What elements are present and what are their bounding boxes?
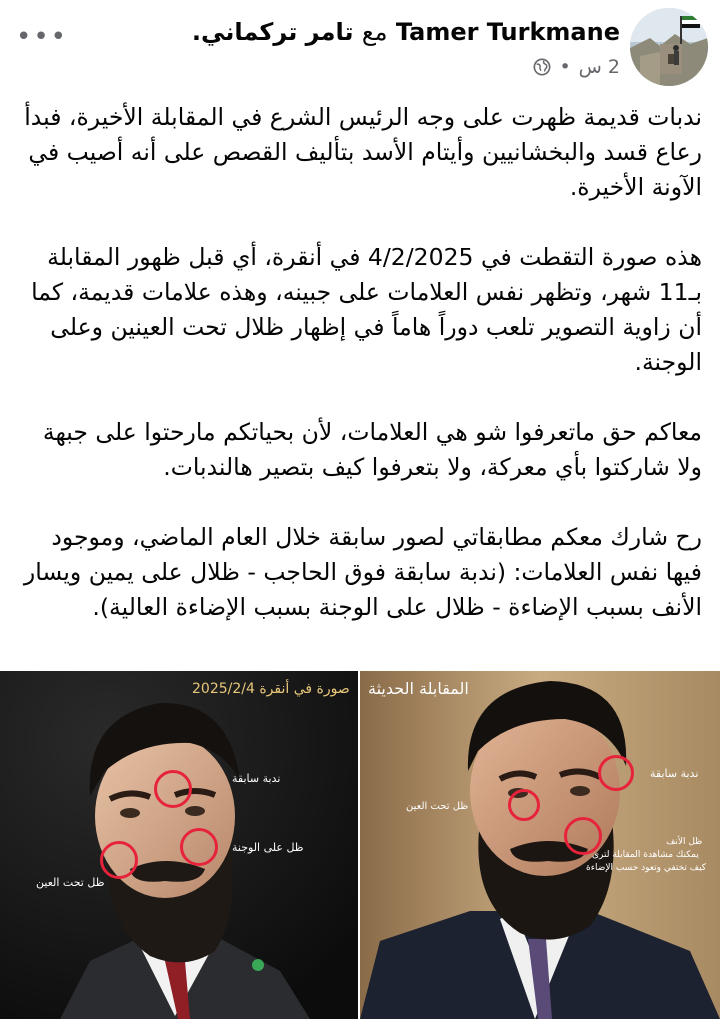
label-previous-scar: ندبة سابقة [232,772,281,785]
post-header [0,0,720,98]
post-images [0,671,720,1019]
marker-scar [598,755,634,791]
photo-ankara-illustration [0,671,358,1019]
marker-eye [508,789,540,821]
post-time[interactable]: 2 س [578,56,620,78]
label-cheek-shadow: ظل على الوجنة [232,841,304,854]
author-name[interactable]: Tamer Turkmane [395,18,620,46]
globe-icon[interactable] [533,58,551,76]
tagged-name[interactable]: تامر تركماني [201,18,354,46]
photo-interview[interactable] [360,671,720,1019]
photo-ankara[interactable] [0,671,358,1019]
marker-nose [564,817,602,855]
marker-eye [100,841,138,879]
post-text [12,100,702,660]
author-line: Tamer Turkmane مع تامر تركماني. [191,18,620,46]
label-nose-note-2: كيف تختفي وتعود حسب الإضاءة [586,863,707,873]
label-nose-note-1: يمكنك مشاهدة المقابلة لترى [592,850,699,860]
meta-separator: • [559,56,571,78]
photo-ankara-title: صورة في أنقرة 2025/2/4 [192,681,350,697]
post-paragraph: معاكم حق ماتعرفوا شو هي العلامات، لأن بحياتكم مارحتوا على جبهة ولا شاركتوا بأي معركة، ولا بتعرفوا كيف بتصير هالندبات. [42,418,702,481]
label-previous-scar: ندبة سابقة [650,767,699,780]
more-options-button[interactable]: ••• [16,22,69,52]
post-paragraph: رح شارك معكم مطابقاتي لصور سابقة خلال العام الماضي، وموجود فيها نفس العلامات: (ندبة سابقة فوق الحاجب - ظلال على يمين ويسار الأنف بسبب الإضاءة - ظلال على الوجنة بسبب الإضاءة العالية). [23,523,702,621]
label-nose-shadow: ظل الأنف [666,837,703,847]
author-avatar[interactable] [630,8,708,86]
post-paragraph: ندبات قديمة ظهرت على وجه الرئيس الشرع في المقابلة الأخيرة، فبدأ رعاع قسد والبخشانيين وأيتام الأسد بتأليف القصص على أنه أصيب في الآونة الأخيرة. [24,103,702,201]
post-meta [533,56,620,78]
label-eye-shadow: ظل تحت العين [36,876,105,889]
marker-scar [154,770,192,808]
post-paragraph: هذه صورة التقطت في 4/2/2025 في أنقرة، أي قبل ظهور المقابلة بـ11 شهر، وتظهر نفس العلامات على جبينه، وهذه علامات قديمة، كما أن زاوية التصوير تلعب دوراً هاماً في إظهار ظلال تحت العينين وعلى الوجنة. [31,243,702,376]
with-word: مع [361,18,388,46]
photo-interview-title: المقابلة الحديثة [368,679,469,698]
label-eye-shadow: ظل تحت العين [406,801,469,812]
marker-cheek [180,828,218,866]
